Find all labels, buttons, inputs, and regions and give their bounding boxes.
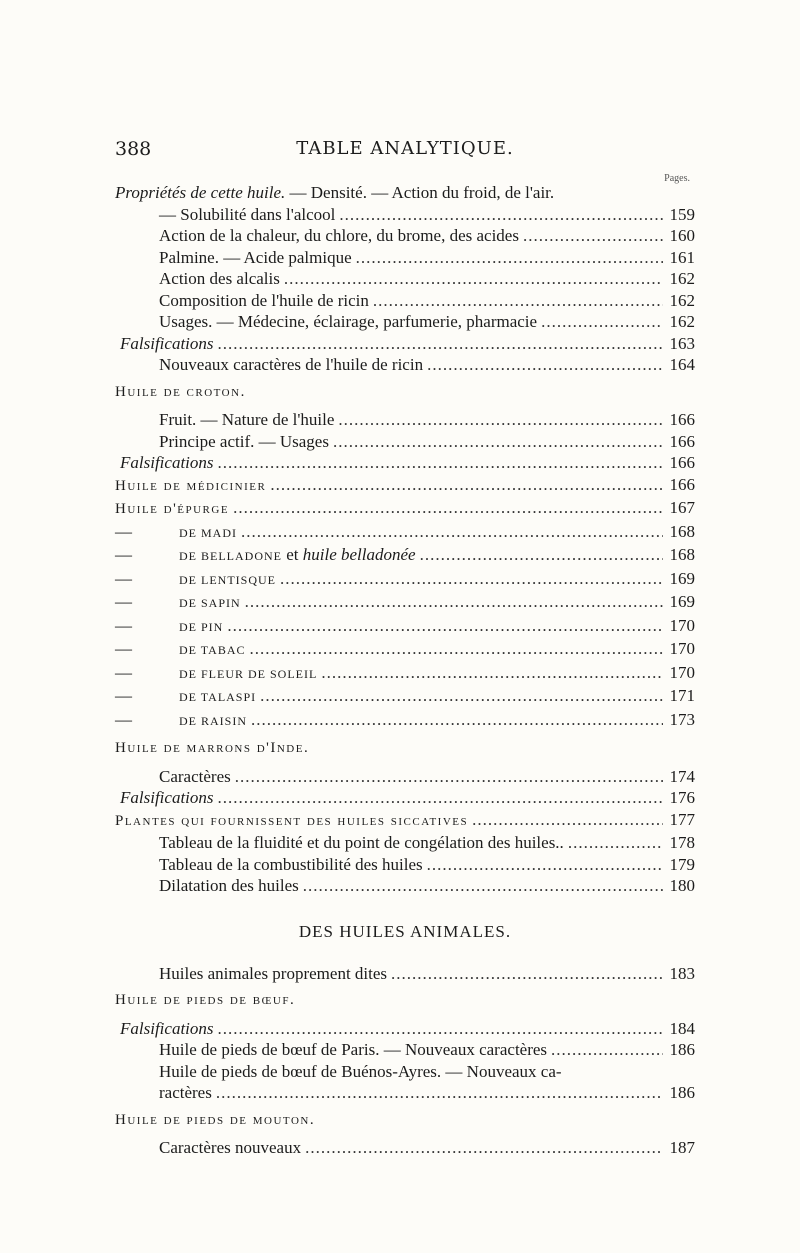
dot-leader <box>233 497 663 519</box>
entry-text: Usages. — Médecine, éclairage, parfumerie, pharmacie <box>159 312 538 331</box>
entry-text: Fruit. — Nature de l'huile <box>159 410 335 429</box>
ditto-dash: — <box>115 545 132 564</box>
entry-text: — Solubilité dans l'alcool <box>159 204 336 224</box>
toc-heading <box>115 738 695 760</box>
entry-text: Falsifications <box>120 788 214 807</box>
ditto-dash: — <box>115 639 132 658</box>
dot-leader <box>270 474 663 496</box>
toc-entry <box>115 591 695 615</box>
toc-heading <box>115 382 695 404</box>
toc-entry <box>115 1137 695 1159</box>
dot-leader <box>235 766 663 788</box>
entry-page: 164 <box>669 355 695 374</box>
ditto-dash: — <box>115 568 132 588</box>
entry-page: 171 <box>669 686 695 705</box>
ditto-dash: — <box>115 709 132 729</box>
entry-page: 174 <box>669 766 695 786</box>
entry-text: Tableau de la fluidité et du point de congélation des huiles.. <box>159 833 564 852</box>
entry-page: 170 <box>669 615 695 635</box>
dot-leader <box>303 875 663 897</box>
dot-leader <box>333 431 663 453</box>
ditto-dash: — <box>115 615 132 635</box>
toc-entry <box>115 182 695 204</box>
entry-text: — Densité. — Action du froid, de l'air. <box>285 183 555 202</box>
entry-text: Huiles animales proprement dites <box>159 963 388 983</box>
toc-entry <box>115 854 695 876</box>
toc-entry <box>115 685 695 709</box>
toc-entry <box>115 474 695 498</box>
entry-page: 170 <box>669 639 695 658</box>
entry-page: 169 <box>669 568 695 588</box>
toc-entry <box>115 409 695 431</box>
toc-entry <box>115 568 695 592</box>
entry-page: 166 <box>669 474 695 494</box>
entry-page: 177 <box>669 809 695 829</box>
entry-page: 184 <box>669 1018 695 1038</box>
toc-entry <box>115 832 695 854</box>
entry-text: Action des alcalis <box>159 269 280 288</box>
dot-leader <box>568 832 663 854</box>
entry-text: Action de la chaleur, du chlore, du brome, des acides <box>159 226 519 245</box>
toc-entry <box>115 204 695 226</box>
section-title: DES HUILES ANIMALES. <box>298 921 512 941</box>
entry-text: Dilatation des huiles <box>159 876 299 895</box>
dot-leader <box>373 290 663 312</box>
toc-entry <box>115 963 695 985</box>
dot-leader <box>541 311 663 333</box>
entry-text: Falsifications <box>120 453 214 472</box>
dot-leader <box>523 225 663 247</box>
entry-text: DE RAISIN <box>179 713 247 728</box>
dot-leader <box>218 333 664 355</box>
dot-leader <box>251 709 663 731</box>
entry-page: 183 <box>669 963 695 983</box>
dot-leader <box>427 854 663 876</box>
entry-page: 163 <box>669 333 695 353</box>
entry-page: 159 <box>669 204 695 224</box>
entry-text: et <box>281 545 303 564</box>
toc-entry <box>115 497 695 521</box>
toc-entry <box>115 452 695 474</box>
entry-page: 160 <box>669 226 695 245</box>
dot-leader <box>218 1018 664 1040</box>
toc-heading <box>115 1110 695 1132</box>
page-header <box>115 138 695 162</box>
dot-leader <box>321 662 663 684</box>
toc-entry <box>115 290 695 312</box>
entry-page: 169 <box>669 592 695 611</box>
entry-text: Plantes qui fournissent des huiles siccatives <box>115 812 469 829</box>
entry-page: 162 <box>669 269 695 288</box>
dot-leader <box>241 521 663 543</box>
dot-leader <box>339 204 663 226</box>
toc-entry <box>115 1061 695 1083</box>
dot-leader <box>305 1137 663 1159</box>
entry-text: Propriétés de cette huile. <box>115 183 286 202</box>
ditto-dash: — <box>115 662 132 682</box>
dot-leader <box>338 409 663 431</box>
entry-text: DE TABAC <box>179 643 246 657</box>
entry-text: DE MADI <box>179 525 237 540</box>
entry-text: Huile de croton. <box>115 383 246 400</box>
entry-page: 173 <box>669 709 695 729</box>
entry-page: 170 <box>669 662 695 682</box>
dot-leader <box>250 638 664 660</box>
page-number: 388 <box>115 138 152 160</box>
pages-column-label: Pages. <box>664 173 690 184</box>
toc-entry <box>115 333 695 355</box>
toc-entry <box>115 787 695 809</box>
dot-leader <box>260 685 663 707</box>
entry-text: Principe actif. — Usages <box>159 431 329 451</box>
entry-text: DE PIN <box>179 619 224 634</box>
entry-page: 179 <box>669 854 695 874</box>
entry-text: Huile de médicinier <box>115 477 267 494</box>
dot-leader <box>216 1082 663 1104</box>
entry-page: 168 <box>669 521 695 541</box>
entry-page: 161 <box>669 247 695 267</box>
entry-text: Falsifications <box>120 1018 214 1038</box>
entry-text: Huile de pieds de bœuf de Buénos-Ayres. — Nouveaux ca- <box>159 1061 562 1081</box>
entry-text: Huile de pieds de bœuf. <box>115 992 296 1008</box>
toc-entry <box>115 268 695 290</box>
dot-leader <box>284 268 663 290</box>
entry-page: 167 <box>669 498 695 517</box>
dot-leader <box>427 354 663 376</box>
toc-heading <box>115 990 695 1012</box>
entry-text: Huile de pieds de mouton. <box>115 1111 316 1128</box>
entry-page: 162 <box>669 312 695 331</box>
dot-leader <box>391 963 663 985</box>
entry-text: DE FLEUR DE SOLEIL <box>179 666 318 681</box>
toc-entry <box>115 225 695 247</box>
ditto-dash: — <box>115 686 132 705</box>
dot-leader <box>218 452 664 474</box>
toc-entry <box>115 247 695 269</box>
entry-text: Composition de l'huile de ricin <box>159 290 369 310</box>
toc-entry <box>115 544 695 568</box>
ditto-dash: — <box>115 592 132 611</box>
dot-leader <box>551 1039 663 1061</box>
entry-page: 178 <box>669 833 695 852</box>
entry-page: 166 <box>669 453 695 472</box>
entry-page: 166 <box>669 431 695 451</box>
toc-entry <box>115 354 695 376</box>
toc-entry <box>115 662 695 686</box>
entry-text: DE TALASPI <box>179 690 257 704</box>
dot-leader <box>356 247 663 269</box>
entry-text: Caractères <box>159 766 231 786</box>
entry-text: Huile d'épurge <box>115 501 230 517</box>
entry-text: ractères <box>159 1083 212 1102</box>
entry-page: 186 <box>669 1040 695 1059</box>
entry-text: Nouveaux caractères de l'huile de ricin <box>159 355 424 374</box>
entry-text: Tableau de la combustibilité des huiles <box>159 854 423 874</box>
toc-entry <box>115 809 695 833</box>
toc-entry <box>115 431 695 453</box>
entry-text: DE BELLADONE <box>179 549 282 563</box>
toc-entry <box>115 638 695 662</box>
entry-text: DE SAPIN <box>179 596 241 610</box>
entry-text: DE LENTISQUE <box>179 572 276 587</box>
entry-page: 176 <box>669 788 695 807</box>
toc-entry <box>115 311 695 333</box>
dot-leader <box>245 591 663 613</box>
entry-text: Huile de marrons d'Inde. <box>115 740 310 756</box>
toc-entry <box>115 1018 695 1040</box>
entry-page: 162 <box>669 290 695 310</box>
entry-page: 180 <box>669 876 695 895</box>
toc-entry <box>115 1082 695 1104</box>
toc-entry <box>115 615 695 639</box>
dot-leader <box>420 544 663 566</box>
entry-text: Caractères nouveaux <box>159 1138 302 1157</box>
dot-leader <box>218 787 664 809</box>
toc-entry <box>115 1039 695 1061</box>
entry-text: Palmine. — Acide palmique <box>159 247 352 267</box>
toc-entry <box>115 709 695 733</box>
dot-leader <box>280 568 663 590</box>
entry-page: 168 <box>669 545 695 564</box>
dot-leader <box>472 809 663 831</box>
entry-page: 166 <box>669 410 695 429</box>
table-of-contents <box>115 180 695 1159</box>
dot-leader <box>227 615 663 637</box>
toc-entry <box>115 875 695 897</box>
toc-entry <box>115 521 695 545</box>
entry-text: huile belladonée <box>302 545 416 564</box>
page-title: TABLE ANALYTIQUE. <box>296 138 514 159</box>
entry-page: 187 <box>669 1138 695 1157</box>
ditto-dash: — <box>115 521 132 541</box>
entry-text: Huile de pieds de bœuf de Paris. — Nouveaux caractères <box>159 1040 548 1059</box>
toc-entry <box>115 766 695 788</box>
entry-page: 186 <box>669 1083 695 1102</box>
entry-text: Falsifications <box>120 333 214 353</box>
